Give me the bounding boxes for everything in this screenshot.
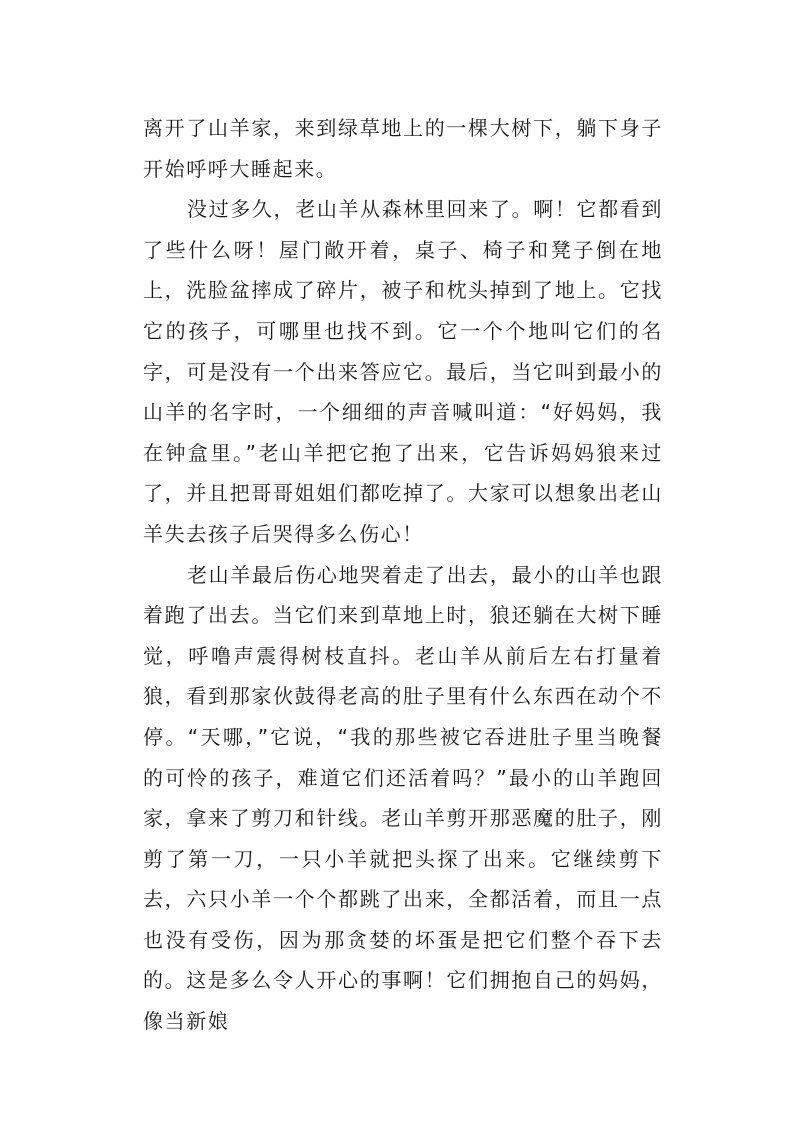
story-text [143, 108, 663, 1042]
paragraph-mother-returns: 没过多久，老山羊从森林里回来了。啊！它都看到了些什么呀！屋门敞开着，桌子、椅子和凳子倒在地上，洗脸盆摔成了碎片，被子和枕头掉到了地上。它找它的孩子，可哪里也找不到。它一个个地叫它们的名字，可是没有一个出来答应它。最后，当它叫到最小的山羊的名字时，一个细细的声音喊叫道：“好妈妈，我在钟盒里。”老山羊把它抱了出来，它告诉妈妈狼来过了，并且把哥哥姐姐们都吃掉了。大家可以想象出老山羊失去孩子后哭得多么伤心！ [143, 197, 663, 546]
paragraph-continued: 离开了山羊家，来到绿草地上的一棵大树下，躺下身子开始呼呼大睡起来。 [143, 116, 663, 181]
paragraph-rescue: 老山羊最后伤心地哭着走了出去，最小的山羊也跟着跑了出去。当它们来到草地上时，狼还躺在大树下睡觉，呼噜声震得树枝直抖。老山羊从前后左右打量着狼，看到那家伙鼓得老高的肚子里有什么东西在动个不停。“天哪，”它说，“我的那些被它吞进肚子里当晚餐的可怜的孩子，难道它们还活着吗？”最小的山羊跑回家，拿来了剪刀和针线。老山羊剪开那恶魔的肚子，刚剪了第一刀，一只小羊就把头探了出来。它继续剪下去，六只小羊一个个都跳了出来，全都活着，而且一点也没有受伤，因为那贪婪的坏蛋是把它们整个吞下去的。这是多么令人开心的事啊！它们拥抱自己的妈妈，像当新娘 [143, 562, 663, 1034]
